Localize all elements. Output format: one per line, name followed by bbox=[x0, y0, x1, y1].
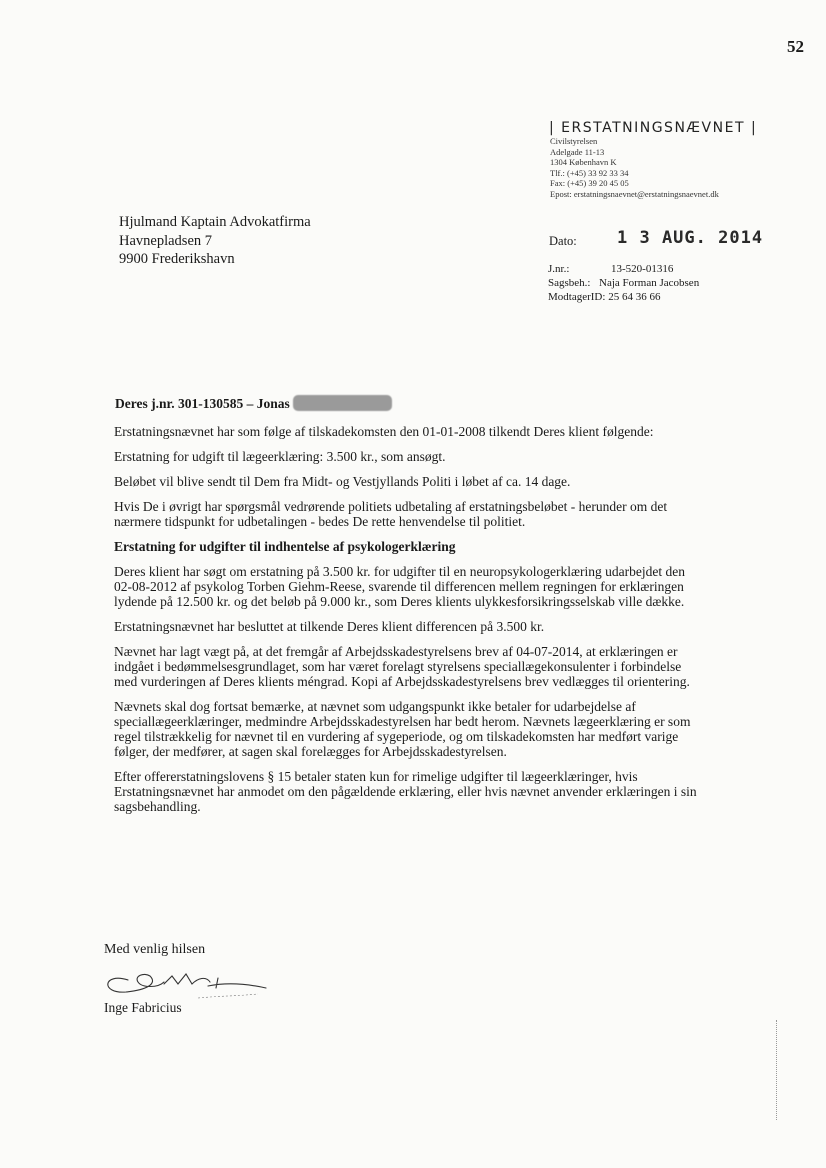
handler-value: Naja Forman Jacobsen bbox=[599, 277, 700, 289]
recipient-street: Havnepladsen 7 bbox=[119, 232, 213, 249]
jnr-label: J.nr.: bbox=[548, 263, 570, 275]
paragraph-police-contact: Hvis De i øvrigt har spørgsmål vedrørende politiets udbetaling af erstatningsbeløbet - herunder om det nærmere tidspunkt for udbetalingen - bedes De rette henvendelse til politiet. bbox=[114, 499, 668, 529]
letter-body bbox=[114, 424, 704, 824]
recipient-name: Hjulmand Kaptain Advokatfirma bbox=[119, 214, 311, 230]
paragraph-claim: Deres klient har søgt om erstatning på 3.500 kr. for udgifter til en neuropsykologerklæring udarbejdet den 02-08-2012 af psykolog Torben Giehm-Reese, svarende til differencen mellem regningen for erklæringen lydende på 12.500 kr. og det beløb på 9.000 kr., som Deres klients ulykkesforsikringsselskab ville dække. bbox=[114, 564, 685, 609]
paragraph-amount: Erstatning for udgift til lægeerklæring: 3.500 kr., som ansøgt. bbox=[114, 449, 446, 464]
recipient-city: 9900 Frederikshavn bbox=[119, 251, 235, 267]
date-stamp: 1 3 AUG. 2014 bbox=[617, 228, 764, 248]
signer-name: Inge Fabricius bbox=[104, 1000, 182, 1015]
paragraph-decision: Erstatningsnævnet har besluttet at tilkende Deres klient differencen på 3.500 kr. bbox=[114, 619, 545, 634]
sender-phone: Tlf.: (+45) 33 92 33 34 bbox=[550, 167, 629, 178]
subject-text: Deres j.nr. 301-130585 – Jonas bbox=[115, 396, 290, 411]
handler-label: Sagsbeh.: bbox=[548, 277, 591, 289]
org-name-text: ERSTATNINGSNÆVNET bbox=[561, 120, 746, 136]
scan-margin-mark bbox=[776, 1020, 779, 1120]
sender-fax: Fax: (+45) 39 20 45 05 bbox=[550, 178, 629, 188]
recipient-address bbox=[119, 213, 311, 269]
date-label: Dato: bbox=[549, 234, 577, 248]
paragraph-reasoning: Nævnet har lagt vægt på, at det fremgår af Arbejdsskadestyrelsens brev af 04-07-2014, at erklæringen er indgået i bedømmelsesgrundlaget, som har været forelagt styrelsens speciallægekonsulenter i forbindelse med vurderingen af Deres klients méngrad. Kopi af Arbejdsskadestyrelsens brev vedlægges til orientering. bbox=[114, 644, 690, 689]
receiver-value: 25 64 36 66 bbox=[608, 291, 661, 303]
paragraph-remark: Nævnets skal dog fortsat bemærke, at nævnet som udgangspunkt ikke betaler for udarbejdelse af speciallægeerklæringer, medmindre Arbejdsskadestyrelsen har bedt herom. Nævnets lægeerklæring er som regel tilstrækkelig for nævnet til en vurdering af sygeperiode, og om tilskadekomsten har medført varige følger, der medfører, at sagen skal forelægges for Arbejdsskadestyrelsen. bbox=[114, 699, 691, 759]
jnr-value: 13-520-01316 bbox=[611, 263, 674, 275]
case-meta bbox=[548, 262, 699, 304]
sender-city: 1304 København K bbox=[550, 157, 617, 167]
paragraph-payment: Beløbet vil blive sendt til Dem fra Midt- og Vestjyllands Politi i løbet af ca. 14 dage. bbox=[114, 474, 571, 489]
redaction-block bbox=[293, 395, 392, 411]
letterhead bbox=[549, 120, 809, 199]
org-name: | ERSTATNINGSNÆVNET | bbox=[549, 120, 758, 136]
paragraph-law: Efter offererstatningslovens § 15 betaler staten kun for rimelige udgifter til lægeerklæringer, hvis Erstatningsnævnet har anmodet om den pågældende erklæring, eller hvis nævnet anvender erklæringen i sin sagsbehandling. bbox=[114, 769, 697, 814]
sender-email: Epost: erstatningsnaevnet@erstatningsnaevnet.dk bbox=[550, 188, 719, 199]
page-number: 52 bbox=[787, 37, 804, 56]
paragraph-award: Erstatningsnævnet har som følge af tilskadekomsten den 01-01-2008 tilkendt Deres klient følgende: bbox=[114, 424, 654, 439]
sender-street: Adelgade 11-13 bbox=[550, 146, 605, 157]
closing: Med venlig hilsen bbox=[104, 942, 206, 957]
agency-name: Civilstyrelsen bbox=[550, 136, 598, 146]
receiver-label: ModtagerID: bbox=[548, 291, 606, 303]
section-heading: Erstatning for udgifter til indhentelse af psykologerklæring bbox=[114, 539, 456, 554]
subject-line bbox=[115, 395, 392, 412]
